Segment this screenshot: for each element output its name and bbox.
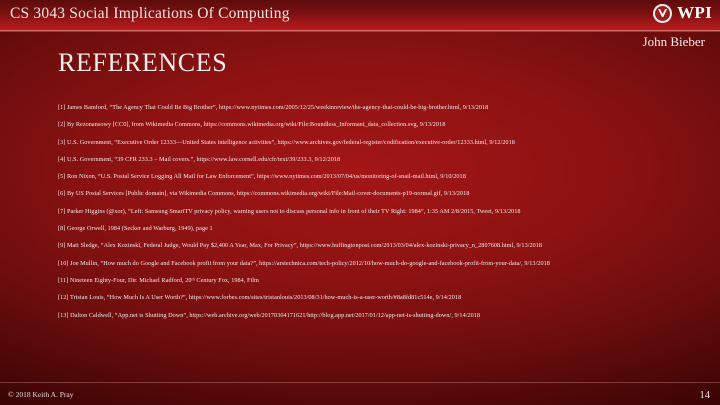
title-bar xyxy=(0,0,720,31)
list-item: [8] George Orwell, 1984 (Secker and Warburg, 1949), page 1 xyxy=(58,225,213,233)
wpi-logo-text: WPI xyxy=(677,3,712,22)
footer-divider xyxy=(0,382,720,383)
reference-list xyxy=(58,104,668,329)
list-item: [9] Matt Sledge, “Alex Kozinski, Federal Judge, Would Pay $2,400 A Year, Max, For Privacy”, https://www.huffingtonpost.com/2013/03/04/alex-kozinski-privacy_n_2807608.html, 9/13/2018 xyxy=(58,242,543,250)
list-item: [5] Ron Nixon, “U.S. Postal Service Logging All Mail for Law Enforcement”, https://www.nytimes.com/2013/07/04/us/monitoring-of-snail-mail.html, 9/10/2018 xyxy=(58,173,466,181)
list-item: [3] U.S. Government, “Executive Order 12333—United States intelligence activities”, https://www.archives.gov/federal-register/codification/executive-order/12333.html, 9/12/2018 xyxy=(58,138,515,146)
list-item: [13] Dalton Caldwell, “App.net is Shutting Down”, https://web.archive.org/web/20170304171621/http://blog.app.net/2017/01/12/app-net-is-shutting-down/, 9/14/2018 xyxy=(58,311,481,319)
wpi-logo xyxy=(653,3,712,23)
course-title: CS 3043 Social Implications Of Computing xyxy=(10,5,290,22)
list-item: [12] Tristan Louis, “How Much Is A User Worth?”, https://www.forbes.com/sites/tristanlouis/2013/08/31/how-much-is-a-user-worth/#8a8fd81c514e, 9/14/2018 xyxy=(58,294,462,302)
author-name: John Bieber xyxy=(642,34,705,49)
list-item: [1] James Bamford, “The Agency That Could Be Big Brother”, https://www.nytimes.com/2005/12/25/weekinreview/the-agency-that-could-be-big-brother.html, 9/13/2018 xyxy=(58,104,489,111)
list-item: [4] U.S. Government, “39 CFR 233.3 – Mail covers.”, https://www.law.cornell.edu/cfr/text/39/233.3, 9/12/2018 xyxy=(58,155,341,163)
list-item: [7] Parker Higgins (@xor), “Left: Samsung SmartTV privacy policy, warning users not to discuss personal info in front of their TV Right: 1984”, 1:35 AM 2/8/2015, Tweet, 9/13/2018 xyxy=(58,207,521,215)
page-title: REFERENCES xyxy=(58,48,228,77)
list-item: [11] Nineteen Eighty-Four, Dir. Michael Radford, 20ᵗʰ Century Fox, 1984, Film xyxy=(58,276,259,284)
wpi-seal-icon xyxy=(653,4,672,23)
page-number: 14 xyxy=(699,390,710,401)
list-item: [10] Joe Mullin, “How much do Google and Facebook profit from your data?”, https://arstechnica.com/tech-policy/2012/10/how-much-do-google-and-facebook-profit-from-your-data/, 9/13/2018 xyxy=(58,259,550,267)
list-item: [6] By US Postal Services [Public domain], via Wikimedia Commons, https://commons.wikimedia.org/wiki/File:Mail-cover-documents-p19-normal.gif, 9/13/2018 xyxy=(58,190,470,198)
list-item: [2] By Rezonansowy [CC0], from Wikimedia Commons, https://commons.wikimedia.org/wiki/File:Boundless_Informant_data_collection.svg, 9/13/2018 xyxy=(58,121,446,129)
copyright-notice: © 2018 Keith A. Pray xyxy=(8,390,74,399)
